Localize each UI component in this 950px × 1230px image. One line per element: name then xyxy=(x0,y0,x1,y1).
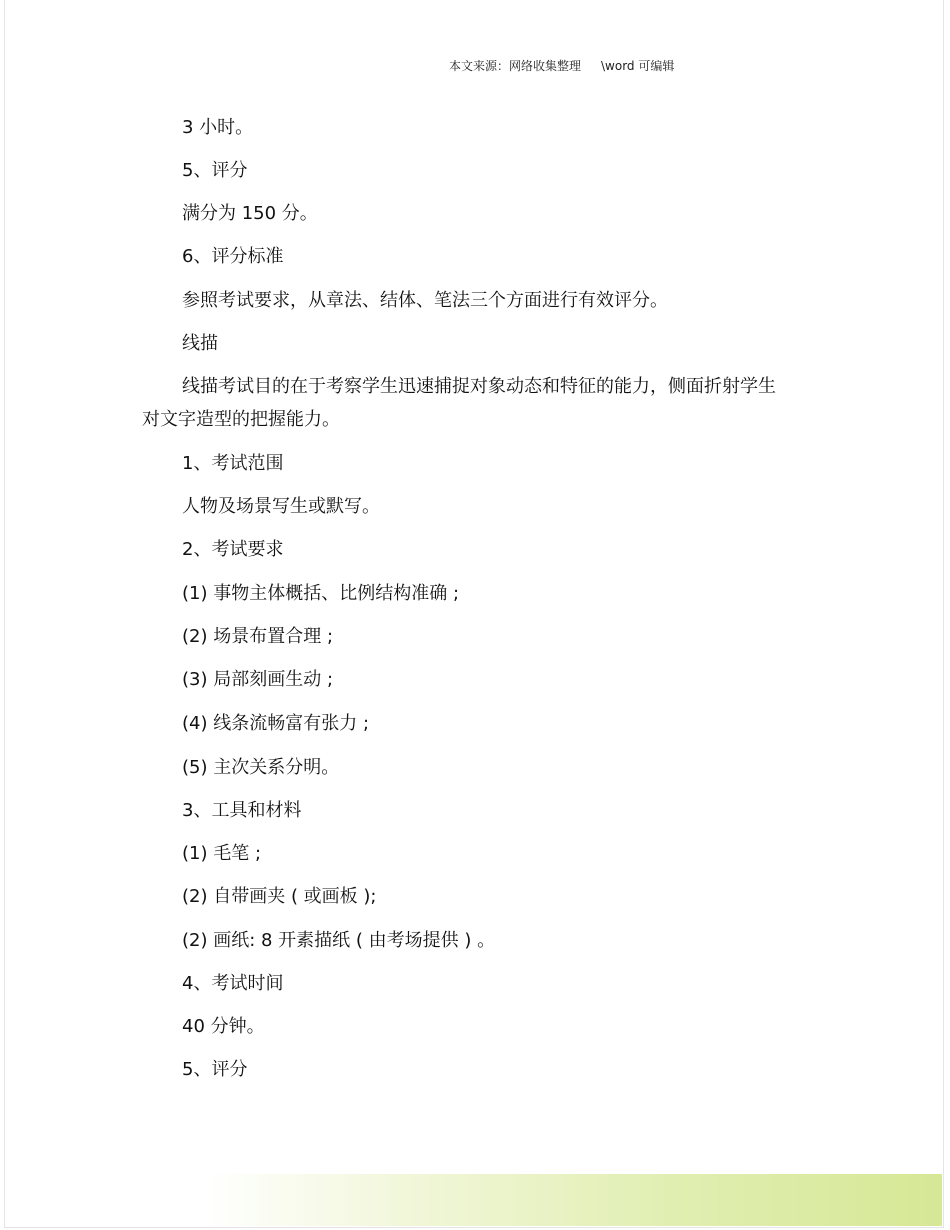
header-editable: \word 可编辑 xyxy=(601,59,675,73)
line-duration: 3 小时。 xyxy=(182,117,254,138)
heading-line-drawing: 线描 xyxy=(182,333,218,354)
heading-scoring: 5、评分 xyxy=(182,160,248,181)
line-exam-time: 40 分钟。 xyxy=(182,1016,265,1037)
heading-scoring-criteria: 6、评分标准 xyxy=(182,246,284,267)
line-exam-scope: 人物及场景写生或默写。 xyxy=(182,496,380,517)
heading-exam-requirements: 2、考试要求 xyxy=(182,539,284,560)
list-item-requirement-5: (5) 主次关系分明。 xyxy=(182,757,340,778)
header-source: 本文来源：网络收集整理 xyxy=(449,59,582,73)
heading-exam-scope: 1、考试范围 xyxy=(182,453,284,474)
heading-scoring-2: 5、评分 xyxy=(182,1059,248,1080)
list-item-requirement-4: (4) 线条流畅富有张力 ; xyxy=(182,713,370,734)
document-page xyxy=(4,0,944,1228)
list-item-requirement-2: (2) 场景布置合理 ; xyxy=(182,626,334,647)
list-item-tool-3: (2) 画纸: 8 开素描纸 ( 由考场提供 ) 。 xyxy=(182,930,496,951)
heading-tools-materials: 3、工具和材料 xyxy=(182,800,302,821)
list-item-requirement-1: (1) 事物主体概括、比例结构准确 ; xyxy=(182,583,460,604)
list-item-requirement-3: (3) 局部刻画生动 ; xyxy=(182,669,334,690)
list-item-tool-2: (2) 自带画夹 ( 或画板 ); xyxy=(182,886,377,907)
list-item-tool-1: (1) 毛笔 ; xyxy=(182,843,262,864)
heading-exam-time: 4、考试时间 xyxy=(182,973,284,994)
footer-decoration xyxy=(205,1174,942,1226)
line-full-score: 满分为 150 分。 xyxy=(182,203,318,224)
line-criteria-text: 参照考试要求，从章法、结体、笔法三个方面进行有效评分。 xyxy=(182,290,668,311)
paragraph-line-drawing-purpose: 线描考试目的在于考察学生迅速捕捉对象动态和特征的能力，侧面折射学生对文字造型的把握能力。 xyxy=(142,376,776,430)
